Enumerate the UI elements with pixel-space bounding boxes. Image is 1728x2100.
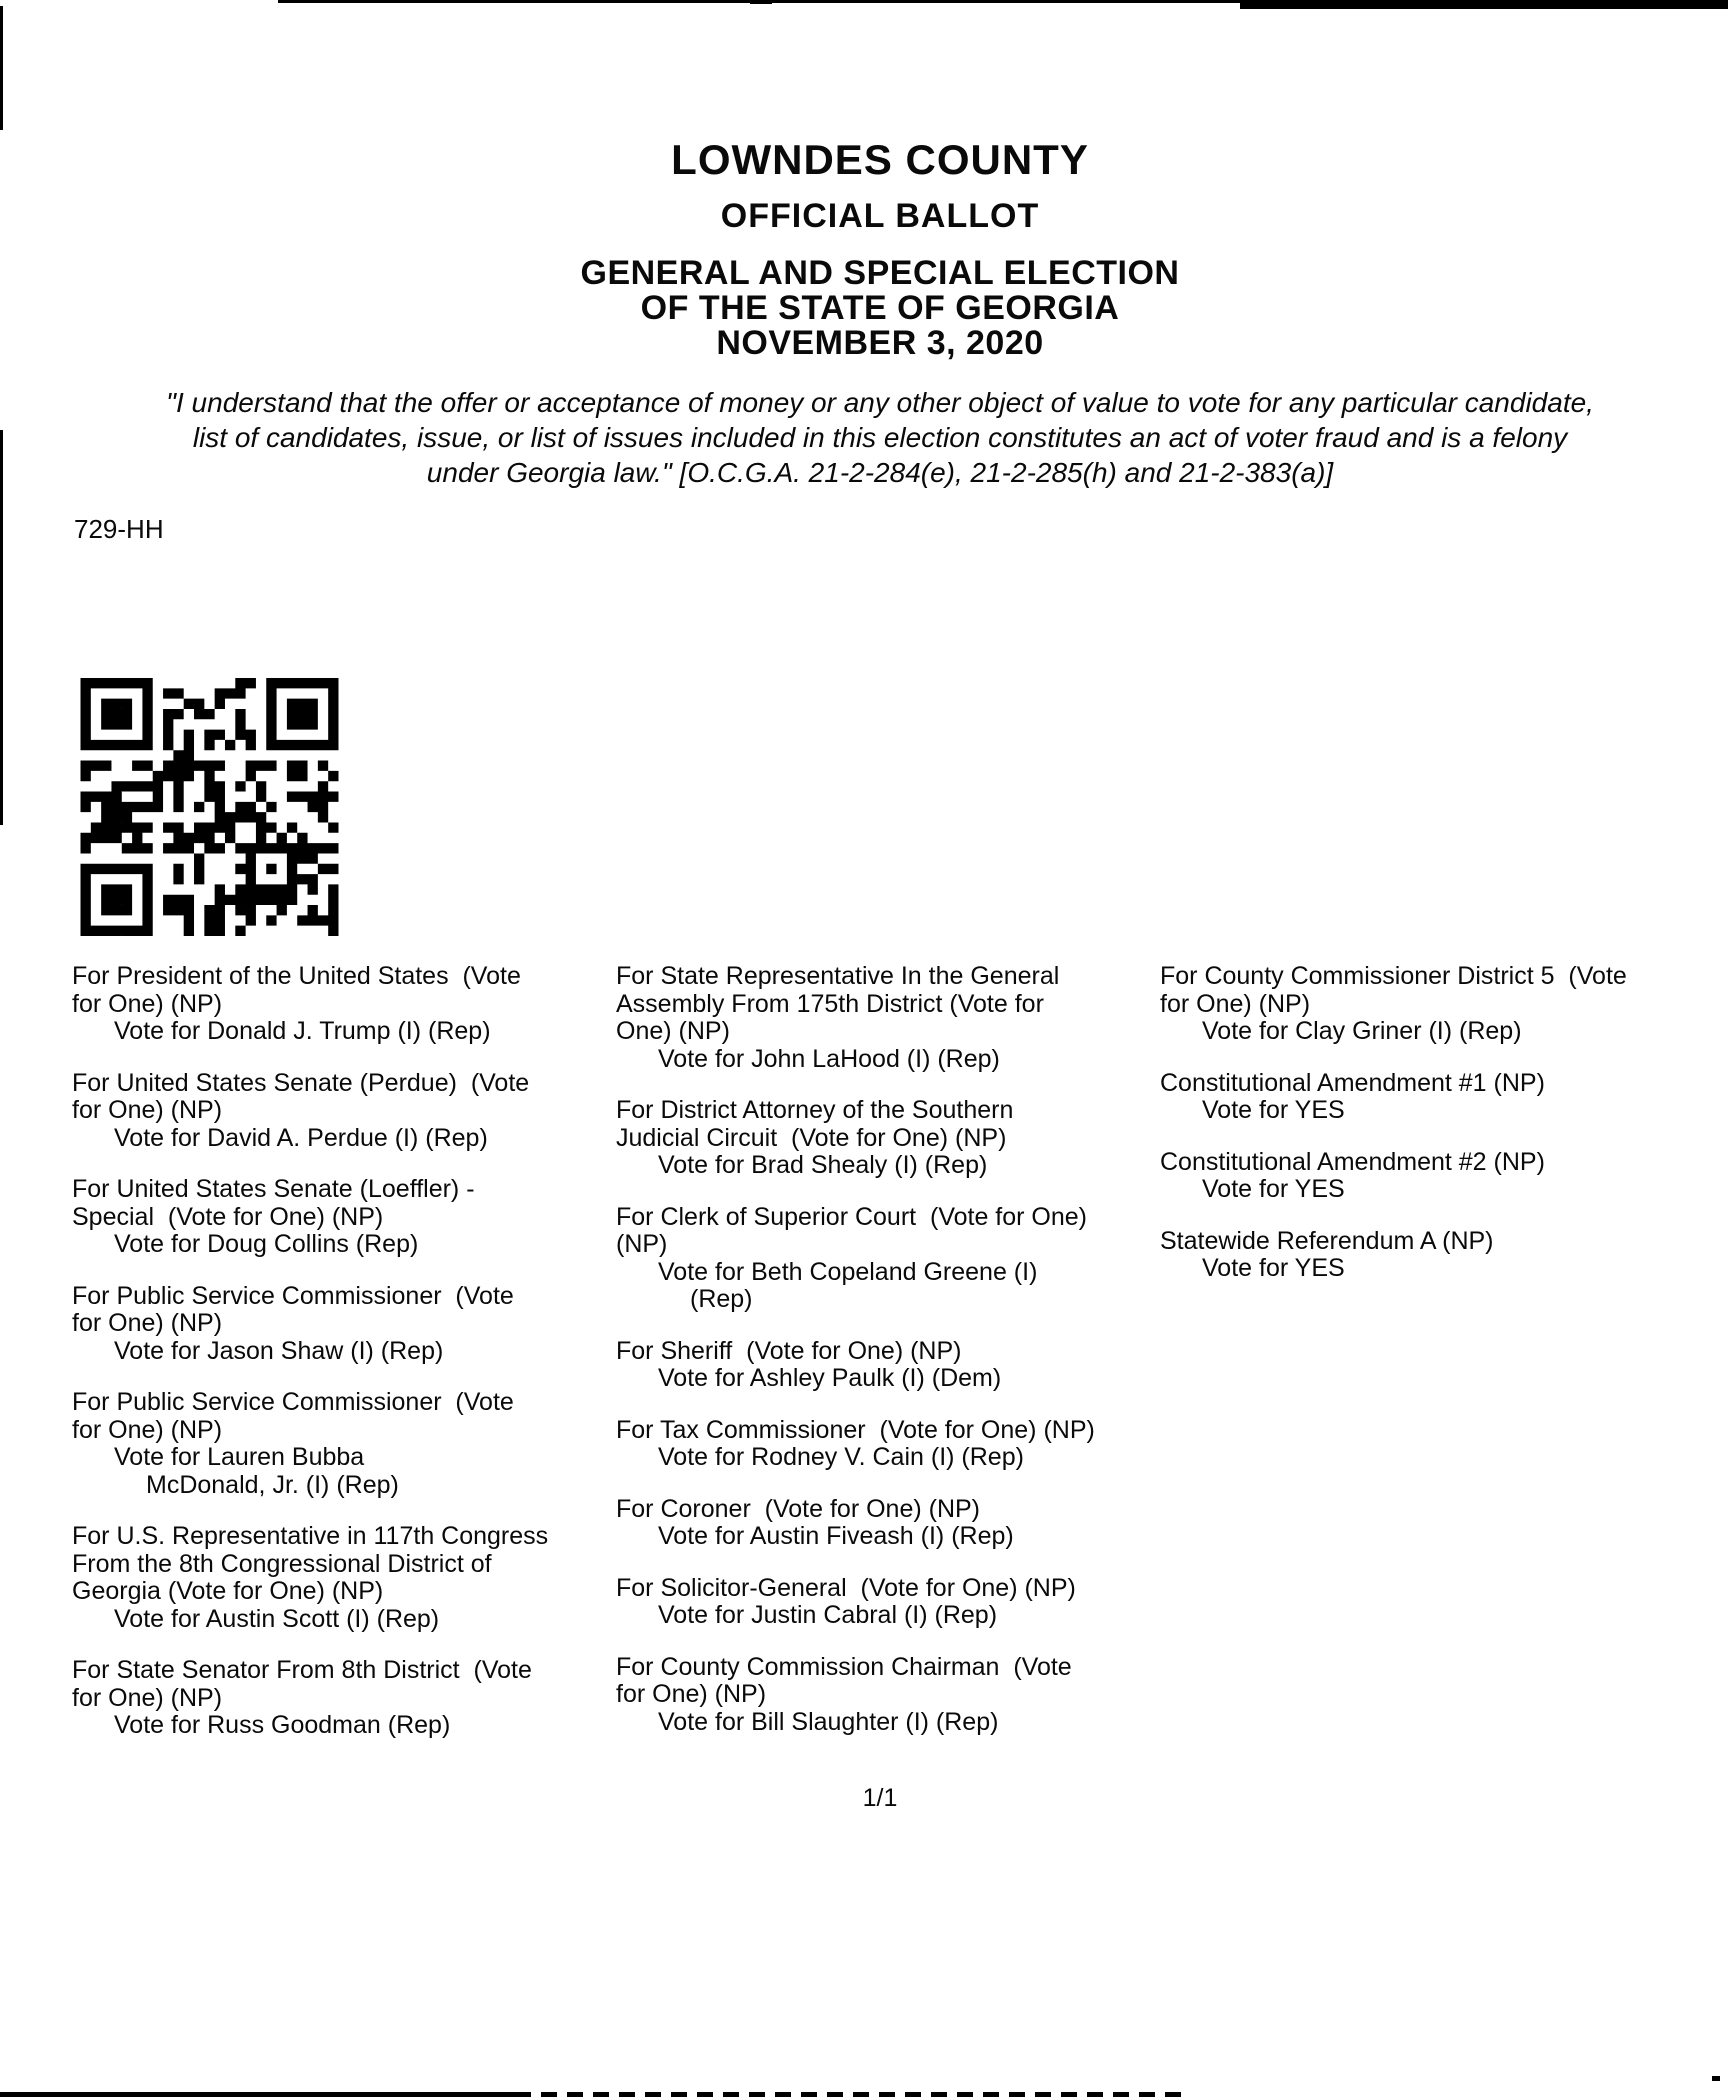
contest-title-line: Statewide Referendum A (NP) <box>1160 1226 1494 1255</box>
contest-title-line: for One) (NP) <box>1160 989 1311 1018</box>
vote-selection-line: Vote for Beth Copeland Greene (I) <box>658 1257 1038 1286</box>
election-title-line-2: OF THE STATE OF GEORGIA <box>640 289 1120 327</box>
contest-title-line: For President of the United States (Vote <box>72 962 521 990</box>
election-title <box>32 256 1728 361</box>
contest-title-line: for One) (NP) <box>72 1683 223 1712</box>
contest <box>72 1176 600 1259</box>
contest-title-line: Georgia (Vote for One) (NP) <box>72 1577 384 1605</box>
contest-column-2 <box>616 963 1156 1760</box>
contest <box>72 1283 600 1366</box>
vote-selection-line: Vote for Rodney V. Cain (I) (Rep) <box>658 1443 1024 1471</box>
voter-fraud-disclaimer <box>32 385 1728 490</box>
contest-title-line: For State Senator From 8th District (Vote <box>72 1656 532 1684</box>
election-title-line-3: NOVEMBER 3, 2020 <box>716 324 1044 362</box>
vote-selection-line: Vote for Donald J. Trump (I) (Rep) <box>114 1017 491 1045</box>
contest-title-line: For State Representative In the General <box>616 962 1060 990</box>
contest <box>616 1575 1156 1630</box>
contest <box>72 1657 600 1740</box>
contest <box>616 963 1156 1073</box>
scan-artifact-bottom-line <box>0 2092 515 2097</box>
vote-selection-line: Vote for David A. Perdue (I) (Rep) <box>114 1123 488 1152</box>
vote-selection-line: Vote for YES <box>1202 1175 1345 1203</box>
contest-title-line: One) (NP) <box>616 1017 730 1045</box>
contest-title-line: For Coroner (Vote for One) (NP) <box>616 1494 981 1523</box>
page-number: 1/1 <box>862 1784 898 1812</box>
contest-title-line: Constitutional Amendment #2 (NP) <box>1160 1147 1545 1176</box>
county-title: LOWNDES COUNTY <box>671 136 1089 183</box>
vote-selection-line: Vote for Ashley Paulk (I) (Dem) <box>658 1364 1002 1392</box>
vote-selection-line: (Rep) <box>690 1285 753 1313</box>
vote-selection-line: Vote for YES <box>1202 1096 1345 1124</box>
contest-title-line: For Solicitor-General (Vote for One) (NP) <box>616 1573 1076 1602</box>
contest <box>616 1204 1156 1314</box>
disclaimer-line-1: "I understand that the offer or acceptance of money or any other object of value to vote for any particular candidate, <box>166 387 1594 418</box>
contest-title-line: For Clerk of Superior Court (Vote for One) <box>616 1202 1088 1231</box>
contest-title-line: Assembly From 175th District (Vote for <box>616 989 1044 1018</box>
contest-title-line: For United States Senate (Loeffler) - <box>72 1175 475 1203</box>
disclaimer-line-2: list of candidates, issue, or list of issues included in this election constitutes an act of voter fraud and is a felony <box>192 422 1568 453</box>
disclaimer-line-3: under Georgia law." [O.C.G.A. 21-2-284(e), 21-2-285(h) and 21-2-383(a)] <box>426 457 1334 488</box>
contest <box>72 1523 600 1633</box>
contest-title-line: For United States Senate (Perdue) (Vote <box>72 1068 530 1097</box>
vote-selection-line: Vote for Austin Scott (I) (Rep) <box>114 1604 440 1633</box>
contest-column-3 <box>1160 963 1728 1307</box>
vote-selection-line: Vote for Bill Slaughter (I) (Rep) <box>658 1707 999 1736</box>
contest-title-line: For Sheriff (Vote for One) (NP) <box>616 1336 962 1365</box>
contest <box>72 1389 600 1499</box>
scan-artifact-left-line-upper <box>0 6 3 130</box>
contest-title-line: For County Commission Chairman (Vote <box>616 1652 1072 1681</box>
contest-title-line: for One) (NP) <box>72 989 223 1018</box>
scan-artifact-bottom-tick <box>1712 2076 1720 2081</box>
vote-selection-line: Vote for John LaHood (I) (Rep) <box>658 1044 1000 1073</box>
contest-title-line: For U.S. Representative in 117th Congress <box>72 1522 549 1550</box>
vote-selection-line: Vote for Clay Griner (I) (Rep) <box>1202 1017 1522 1045</box>
contest-title-line: From the 8th Congressional District of <box>72 1549 492 1578</box>
scan-artifact-bottom-dashes <box>515 2092 1185 2097</box>
vote-selection-line: Vote for Brad Shealy (I) (Rep) <box>658 1151 988 1179</box>
precinct-code: 729-HH <box>74 514 164 544</box>
contest-title-line: For Tax Commissioner (Vote for One) (NP) <box>616 1415 1095 1444</box>
ballot-type-title: OFFICIAL BALLOT <box>720 197 1040 235</box>
contest-title-line: For Public Service Commissioner (Vote <box>72 1388 514 1416</box>
contest-title-line: for One) (NP) <box>616 1680 767 1708</box>
contest-title-line: for One) (NP) <box>72 1096 223 1124</box>
contest <box>616 1496 1156 1551</box>
contest <box>616 1097 1156 1180</box>
contest <box>616 1654 1156 1737</box>
contest-title-line: For County Commissioner District 5 (Vote <box>1160 962 1627 990</box>
ballot-header <box>32 0 1728 490</box>
contest-title-line: For District Attorney of the Southern <box>616 1096 1014 1124</box>
contest <box>616 1338 1156 1393</box>
contest <box>72 1070 600 1153</box>
contest <box>1160 1149 1728 1204</box>
qr-code <box>72 678 347 936</box>
contest <box>1160 963 1728 1046</box>
vote-selection-line: Vote for Austin Fiveash (I) (Rep) <box>658 1522 1014 1550</box>
vote-selection-line: Vote for Justin Cabral (I) (Rep) <box>658 1601 998 1629</box>
contest <box>616 1417 1156 1472</box>
contest-title-line: Constitutional Amendment #1 (NP) <box>1160 1068 1545 1097</box>
contest <box>72 963 600 1046</box>
contest-title-line: For Public Service Commissioner (Vote <box>72 1281 514 1310</box>
contest-title-line: Judicial Circuit (Vote for One) (NP) <box>616 1123 1007 1152</box>
vote-selection-line: Vote for YES <box>1202 1254 1345 1282</box>
scan-artifact-left-line-lower <box>0 430 3 825</box>
vote-selection-line: Vote for Russ Goodman (Rep) <box>114 1711 451 1739</box>
contest-title-line: for One) (NP) <box>72 1309 223 1337</box>
vote-selection-line: Vote for Lauren Bubba <box>114 1443 365 1471</box>
contest-title-line: (NP) <box>616 1230 668 1258</box>
vote-selection-line: Vote for Jason Shaw (I) (Rep) <box>114 1336 444 1365</box>
vote-selection-line: Vote for Doug Collins (Rep) <box>114 1230 419 1258</box>
contest-title-line: Special (Vote for One) (NP) <box>72 1202 384 1231</box>
contest <box>1160 1070 1728 1125</box>
contest-title-line: for One) (NP) <box>72 1415 223 1444</box>
contest-column-1 <box>72 963 600 1764</box>
vote-selection-line: McDonald, Jr. (I) (Rep) <box>146 1470 399 1499</box>
election-title-line-1: GENERAL AND SPECIAL ELECTION <box>580 254 1180 292</box>
contest <box>1160 1228 1728 1283</box>
